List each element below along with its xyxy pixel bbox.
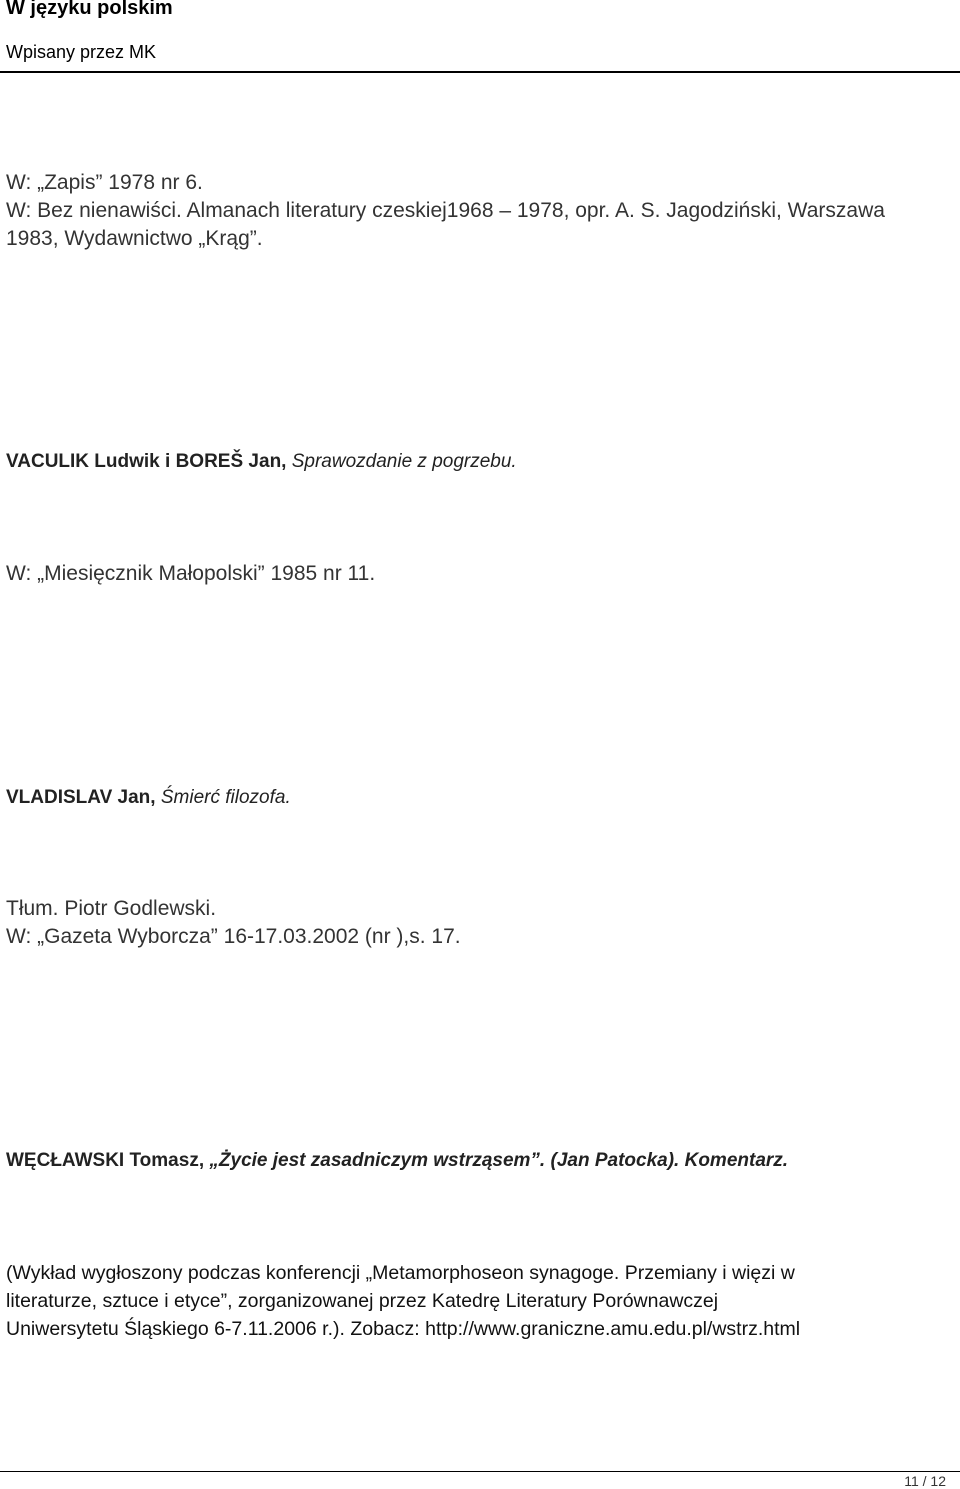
entry-bez-line2: 1983, Wydawnictwo „Krąg”. (6, 227, 263, 250)
entry-wyklad-line3: Uniwersytetu Śląskiego 6-7.11.2006 r.). Zobacz: http://www.graniczne.amu.edu.pl/wstrz.html (6, 1318, 801, 1340)
vaculik-authors: VACULIK Ludwik i BOREŠ Jan, (6, 451, 292, 472)
vladislav-title: Śmierć filozofa. (160, 787, 291, 808)
entry-bez-line1: W: Bez nienawiści. Almanach literatury czeskiej1968 – 1978, opr. A. S. Jagodziński, Warszawa (6, 199, 885, 222)
entry-vaculik-heading (6, 451, 517, 473)
entry-miesiecznik: W: „Miesięcznik Małopolski” 1985 nr 11. (6, 562, 376, 585)
vaculik-title: Sprawozdanie z pogrzebu. (291, 451, 517, 472)
entry-gazeta: W: „Gazeta Wyborcza” 16-17.03.2002 (nr ),s. 17. (6, 925, 461, 948)
entry-wyklad-line2: literaturze, sztuce i etyce”, zorganizowanej przez Katedrę Literatury Porównawczej (6, 1290, 719, 1312)
entry-weclawski-heading (6, 1150, 788, 1172)
page-number: 11 / 12 (904, 1473, 946, 1489)
page-title: W języku polskim (6, 0, 173, 19)
footer-divider (0, 1471, 960, 1472)
header-divider (0, 71, 960, 73)
entry-wyklad-line1: (Wykład wygłoszony podczas konferencji „Metamorphoseon synagoge. Przemiany i więzi w (6, 1262, 795, 1284)
weclawski-author: WĘCŁAWSKI Tomasz, (6, 1150, 210, 1171)
entry-zapis: W: „Zapis” 1978 nr 6. (6, 171, 203, 194)
entry-vladislav-heading (6, 787, 291, 809)
entry-tlum: Tłum. Piotr Godlewski. (6, 897, 217, 920)
author-line: Wpisany przez MK (6, 42, 157, 62)
weclawski-title: „Życie jest zasadniczym wstrząsem”. (Jan Patocka). Komentarz. (209, 1150, 789, 1171)
vladislav-author: VLADISLAV Jan, (6, 787, 161, 808)
